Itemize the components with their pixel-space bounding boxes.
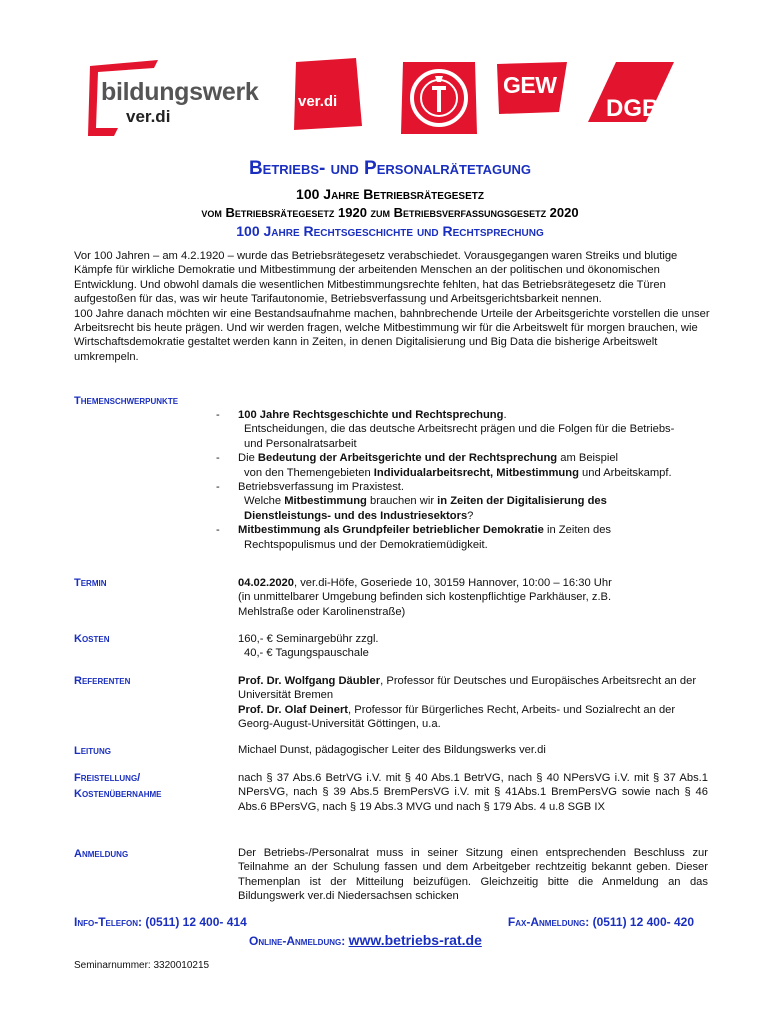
topic-4-title: Mitbestimmung als Grundpfeiler betrieblicher Demokratie <box>238 524 544 537</box>
topic-2-prefix: Die <box>238 452 258 465</box>
freistellung-label-1: Freistellung/ <box>74 772 141 784</box>
subtitle-1: 100 Jahre Betriebsrätegesetz <box>296 186 484 202</box>
topic-3-detail-c: ? <box>467 509 474 522</box>
themen-label: Themenschwerpunkte <box>74 395 179 407</box>
topic-3-detail <box>238 494 696 523</box>
anmeldung-content: Der Betriebs-/Personalrat muss in seiner Sitzung einen entsprechenden Beschluss zur Teilnahme an der Schulung fassen und dem Arbeitgeber rechtzeitig bekannt geben. Dieser Themenplan ist der Mitteilung beizufügen. Gleichzeitig bitte die Anmeldung an das Bildungswerk ver.di Niedersachsen schicken <box>238 847 708 903</box>
topic-2-detail-bold: Individualarbeitsrecht, Mitbestimmung <box>373 466 579 479</box>
topic-item <box>216 523 696 552</box>
topic-2-title: Bedeutung der Arbeitsgerichte und der Rechtsprechung <box>257 452 558 465</box>
topic-2-detail <box>238 466 696 480</box>
topic-item <box>216 480 696 523</box>
subtitle-3: 100 Jahre Rechtsgeschichte und Rechtsprechung <box>236 223 544 239</box>
topic-1-detail: Entscheidungen, die das deutsche Arbeitsrecht prägen und die Folgen für die Betriebs- und Personalratsarbeit <box>244 423 675 450</box>
topic-item <box>216 451 696 480</box>
kosten-content <box>238 632 708 661</box>
title-block <box>40 158 740 239</box>
freistellung-content: nach § 37 Abs.6 BetrVG i.V. mit § 40 Abs.1 BetrVG, nach § 40 NPersVG i.V. mit § 37 Abs.1 NPersVG, nach § 39 Abs.5 BremPersVG i.V. mit § 41Abs.1 BremPersVG sowie nach § 46 Abs.6 BPersVG, nach § 19 Abs.3 MVG und nach § 179 Abs. 4 u.8 SGB IX <box>238 772 708 813</box>
referent-2-name: Prof. Dr. Olaf Deinert <box>238 703 349 716</box>
topic-3-detail-bold-2: in Zeiten der Digitalisierung des Dienstleistungs- und des Industriesektors <box>244 495 607 522</box>
topics-list <box>216 408 696 552</box>
subtitle-2: vom Betriebsrätegesetz 1920 zum Betriebsverfassungsgesetz 2020 <box>201 205 579 220</box>
termin-label: Termin <box>74 577 107 589</box>
online-label: Online-Anmeldung: <box>249 934 346 948</box>
anmeldung-label: Anmeldung <box>74 848 129 860</box>
referent-1-desc: , Professor für Deutsches und Europäisches Arbeitsrecht an der Universität Bremen <box>238 675 697 702</box>
info-phone: Info-Telefon: (0511) 12 400- 414 <box>74 915 247 929</box>
topic-2-detail-a: von den Themengebieten <box>244 466 374 479</box>
verdi-sub-wordmark: ver.di <box>126 107 171 126</box>
referent-1-name: Prof. Dr. Wolfgang Däubler <box>238 675 381 687</box>
intro-paragraph-1: Vor 100 Jahren – am 4.2.1920 – wurde das Betriebsrätegesetz verabschiedet. Vorausgegangen waren Streiks und blutige Kämpfe für wirkliche Demokratie und Mitbestimmung der arbeitenden Menschen an der politischen und ökonomischen Entwicklung. Und obwohl damals die wesentlichen Mitbestimmungsrechte fehlten, hat das Betriebsrätegesetz die Türen aufgestoßen für das, was wir heute Tarifautonomie, Betriebsverfassung und Arbeitsgerichtsbarkeit nennen. <box>74 250 678 306</box>
gew-wordmark: GEW <box>503 72 557 98</box>
online-registration <box>249 932 482 948</box>
kosten-label: Kosten <box>74 633 110 645</box>
list-dash: - <box>216 481 220 494</box>
seminar-number: Seminarnummer: 3320010215 <box>74 960 210 971</box>
list-dash: - <box>216 452 220 465</box>
topic-3-detail-a: Welche <box>244 495 285 508</box>
intro-paragraph-2: 100 Jahre danach möchten wir eine Bestandsaufnahme machen, bahnbrechende Urteile der Arbeitsgerichte vorstellen die unser Arbeitsrecht bis heute prägen. Und wir werden fragen, welche Mitbestimmung wir für die Arbeitswelt für morgen brauchen, wie Wirtschaftsdemokratie gestaltet werden kann in Zeiten, in denen Digitalisierung und Big Data die bisherige Arbeitswelt umkrempeln. <box>74 307 710 363</box>
referenten-label: Referenten <box>74 675 131 687</box>
topic-4-suffix: in Zeiten des <box>543 524 612 537</box>
online-registration-link[interactable]: www.betriebs-rat.de <box>348 932 482 948</box>
topic-1-title: 100 Jahre Rechtsgeschichte und Rechtsprechung <box>238 409 504 421</box>
dgb-wordmark: DGB <box>606 95 660 122</box>
referenten-content <box>238 674 708 732</box>
topic-2-detail-b: und Arbeitskampf. <box>578 466 672 479</box>
referent-2-desc: , Professor für Bürgerliches Recht, Arbeits- und Sozialrecht an der Georg-August-Universität Göttingen, u.a. <box>238 703 676 731</box>
list-dash: - <box>216 409 220 421</box>
page-title: Betriebs- und Personalrätetagung <box>248 158 532 179</box>
bildungswerk-logo <box>88 58 270 138</box>
topic-2-suffix: am Beispiel <box>557 452 619 465</box>
topic-3-detail-bold-1: Mitbestimmung <box>284 495 367 508</box>
termin-parking-note: (in unmittelbarer Umgebung befinden sich kostenpflichtige Parkhäuser, z.B. <box>238 591 612 604</box>
ig-metall-logo-icon <box>399 60 479 136</box>
termin-location: , ver.di-Höfe, Goseriede 10, 30159 Hannover, 10:00 – 16:30 Uhr <box>294 577 612 589</box>
topic-1-punct: . <box>503 409 507 421</box>
fax-registration: Fax-Anmeldung: (0511) 12 400- 420 <box>507 915 694 929</box>
termin-content <box>238 576 708 619</box>
leitung-label: Leitung <box>74 745 111 757</box>
topic-3-detail-b: brauchen wir <box>366 495 438 508</box>
topic-3-title: Betriebsverfassung im Praxistest. <box>238 481 405 494</box>
leitung-content: Michael Dunst, pädagogischer Leiter des Bildungswerks ver.di <box>238 744 546 756</box>
intro-text <box>74 249 714 364</box>
termin-parking-streets: Mehlstraße oder Karolinenstraße) <box>238 605 406 618</box>
kosten-seminar-fee: 160,- € Seminargebühr zzgl. <box>238 633 379 645</box>
freistellung-label-2: Kostenübernahme <box>74 788 162 800</box>
verdi-wordmark: ver.di <box>298 93 338 110</box>
bildungswerk-wordmark: bildungswerk <box>101 78 259 106</box>
topic-4-detail: Rechtspopulismus und der Demokratiemüdigkeit. <box>244 538 488 551</box>
termin-date: 04.02.2020 <box>238 577 294 589</box>
list-dash: - <box>216 524 220 537</box>
logo-bar <box>0 0 770 140</box>
kosten-tagung-fee: 40,- € Tagungspauschale <box>244 647 369 660</box>
topic-item <box>216 408 696 451</box>
